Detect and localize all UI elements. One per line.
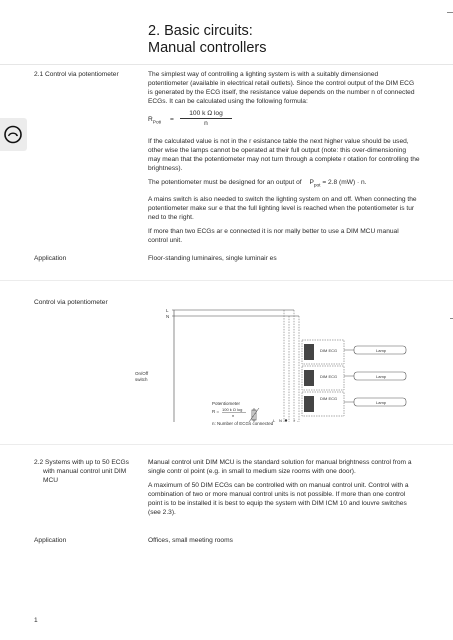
page-number: 1 — [34, 617, 38, 624]
switch-label-2: switch — [135, 377, 148, 382]
formula-equals: = — [170, 116, 174, 123]
application-text-2: Offices, small meeting rooms — [148, 537, 233, 544]
page-title-line1: 2. Basic circuits: — [148, 23, 253, 39]
intro-paragraph: The simplest way of controlling a lighting system is with a suitably dimensioned potentiometer (available in electrical retail outlets). Since the control output of the DIM ECG is generated by the ECG itself, the resistance value depends on the number n of connected ECGs. It can be calculated using the following formula: — [148, 71, 415, 105]
line-n-label: N — [166, 314, 170, 319]
page-title-line2: Manual controllers — [148, 40, 267, 56]
ecg-unit-2 — [302, 366, 344, 390]
output-text-a: The potentiometer must be designed for an output of — [148, 179, 302, 186]
crop-mark-top — [447, 12, 453, 13]
line-l-label: L — [166, 308, 169, 313]
section-2-2-label-line3: MCU — [43, 477, 59, 484]
section-2-2-label — [34, 458, 144, 485]
section-2-2-body — [148, 458, 420, 522]
divider — [0, 444, 453, 445]
lamp-2 — [344, 372, 406, 380]
switch-label-1: On/Off — [135, 371, 149, 376]
paragraph-table: If the calculated value is not in the r esistance table the next higher value should be used, other wise the lamps cannot be operated at their full output (note: this over-dimensioning may mean that the potentiometer may not turn through a complete r otation for controlling the brightness). — [148, 138, 420, 172]
lower-n-label: N — [279, 418, 282, 423]
output-symbol-sub: pot — [313, 183, 321, 189]
ecg-unit-1 — [302, 340, 344, 364]
diagram-label: Control via potentiometer — [34, 299, 108, 306]
page-title — [148, 23, 266, 57]
formula-numerator: 100 k Ω log — [180, 110, 232, 119]
divider — [0, 280, 453, 281]
lamp-3 — [344, 398, 406, 406]
terminal-plus: + — [293, 418, 296, 423]
paragraph-output — [148, 178, 420, 190]
lamp-label: Lamp — [376, 348, 387, 353]
ecg-label: DIM ECG — [320, 348, 338, 353]
resistance-formula — [148, 110, 420, 132]
potentiometer — [212, 401, 274, 426]
formula-lhs-sub: Poti — [152, 120, 162, 126]
pot-formula-den: n — [232, 413, 235, 418]
section-2-2-label-line1: 2.2 Systems with up to 50 ECGs — [34, 459, 129, 466]
mcu-paragraph-2: A maximum of 50 DIM ECGs can be controlled with on manual control unit. Control with a combination of two or more manual control units is not possible. If more than one control point is to be installed it is best to equip the system with DIM ICM 10 and louvre switches (see 2.3). — [148, 482, 409, 516]
dimmer-knob-icon — [0, 118, 27, 151]
application-label-1: Application — [34, 255, 67, 262]
mcu-paragraph-1: Manual control unit DIM MCU is the standard solution for manual brightness control from a single contr ol point (e.g. in small to medium size rooms with one door). — [148, 459, 412, 475]
formula-denominator: n — [204, 120, 208, 127]
section-2-1-label: 2.1 Control via potentiometer — [34, 71, 119, 78]
ecg-label: DIM ECG — [320, 396, 338, 401]
divider — [0, 64, 453, 65]
lamp-1 — [344, 346, 406, 354]
paragraph-recommend-mcu: If more than two ECGs ar e connected it is nor mally better to use a DIM MCU manual control unit. — [148, 228, 399, 245]
lamp-label: Lamp — [376, 374, 387, 379]
lamp-label: Lamp — [376, 400, 387, 405]
pot-formula-num: 100 k Ω log — [222, 407, 243, 412]
wiring-diagram — [135, 304, 424, 434]
lower-l-label: L — [273, 418, 276, 423]
pot-formula-lhs: R = — [212, 409, 220, 414]
application-label-2: Application — [34, 537, 67, 544]
wiring-diagram-svg — [135, 304, 424, 434]
pot-note: n: Number of ECGs connected — [212, 421, 274, 426]
section-2-1-body — [148, 70, 420, 250]
section-2-2-label-line2: with manual control unit DIM — [43, 468, 127, 475]
pot-title: Potentiometer — [212, 401, 241, 406]
ecg-label: DIM ECG — [320, 374, 338, 379]
terminal-minus: - — [297, 418, 299, 423]
formula-lhs: R — [148, 116, 153, 123]
application-text-1: Floor-standing luminaires, single luminair es — [148, 255, 277, 262]
ecg-unit-3 — [302, 392, 344, 416]
output-symbol: P — [309, 179, 314, 186]
paragraph-mains-switch: A mains switch is also needed to switch the lighting system on and off. When connecting the potentiometer make sur e that the full lighting level is reached when the potentiometer is tur ned to the right. — [148, 196, 417, 222]
output-text-b: = 2.8 (mW) · n. — [322, 179, 367, 186]
